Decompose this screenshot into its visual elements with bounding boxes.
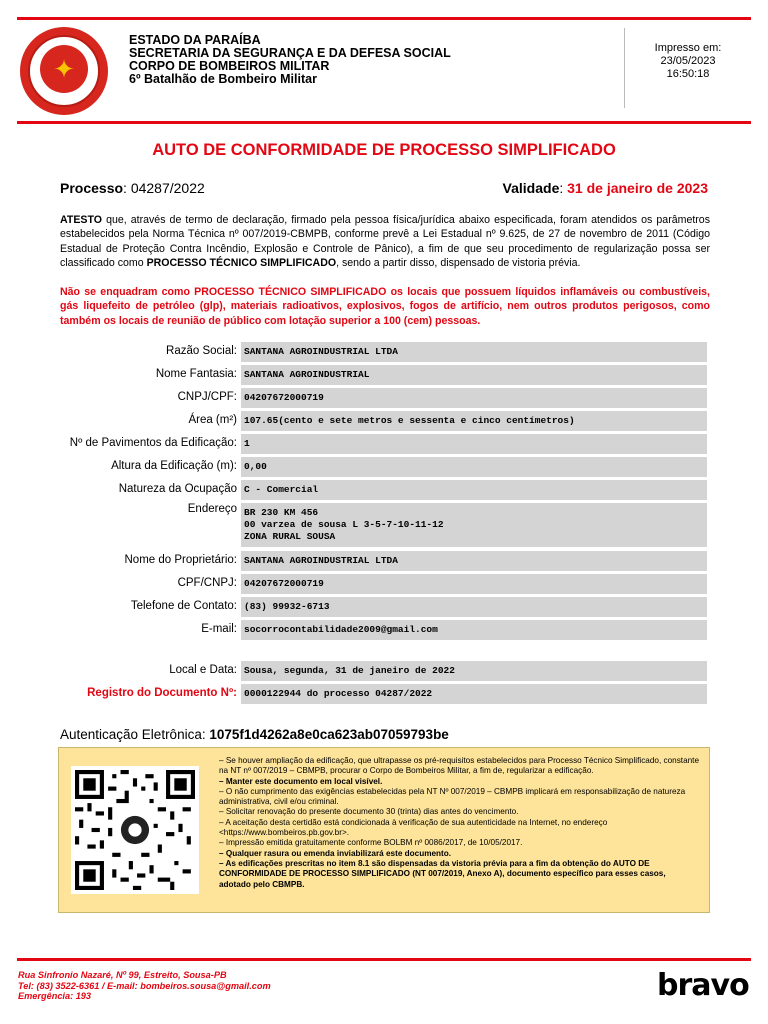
field-cnpj: [40, 388, 708, 408]
field-area: [40, 411, 708, 431]
processo: Processo: 04287/2022: [60, 180, 205, 196]
field-value: Sousa, segunda, 31 de janeiro de 2022: [241, 661, 707, 681]
field-value: 04207672000719: [241, 388, 707, 408]
institution-header: [129, 34, 451, 86]
field-value: socorrocontabilidade2009@gmail.com: [241, 620, 707, 640]
header-state: ESTADO DA PARAÍBA: [129, 33, 261, 47]
attest-paragraph: [60, 213, 710, 271]
note-item: – O não cumprimento das exigências estabelecidas pela NT Nº 007/2019 – CBMPB implicará em responsabilização de natureza administrativa, civil e/ou criminal.: [219, 786, 686, 807]
field-value: C - Comercial: [241, 480, 707, 500]
electronic-authentication: [60, 727, 449, 742]
field-razao-social: [40, 342, 708, 362]
auth-label: Autenticação Eletrônica:: [60, 727, 206, 742]
note-item: – Qualquer rasura ou emenda inviabilizará este documento.: [219, 848, 452, 858]
attest-lead: ATESTO: [60, 214, 102, 226]
notes-box: [58, 747, 710, 913]
field-label: Endereço: [187, 503, 237, 515]
field-cpf-cnpj: [40, 574, 708, 594]
firefighter-seal-icon: ✦: [20, 27, 108, 115]
warning-paragraph: Não se enquadram como PROCESSO TÉCNICO SIMPLIFICADO os locais que possuem líquidos inflamáveis ou combustíveis, gás liquefeito de petróleo (glp), materiais radioativos, explosivos, fogos de artifício, nem outros produtos perigosos, como também os locais de reunião de público com lotação superior a 100 (cem) pessoas.: [60, 286, 710, 327]
print-label: Impresso em:: [654, 42, 722, 54]
footer-phone-email: Tel: (83) 3522-6361 / E-mail: bombeiros.sousa@gmail.com: [18, 980, 271, 991]
field-natureza: [40, 480, 708, 500]
field-value: BR 230 KM 456 00 varzea de sousa L 3-5-7-10-11-12 ZONA RURAL SOUSA: [241, 503, 707, 547]
field-label: Telefone de Contato:: [130, 600, 237, 612]
processo-value: 04287/2022: [130, 180, 205, 196]
auth-code: 1075f1d4262a8e0ca623ab07059793be: [209, 727, 449, 742]
note-item: – Manter este documento em local visível.: [219, 776, 383, 786]
note-item: – Impressão emitida gratuitamente conforme BOLBM nº 0086/2017, de 10/05/2017.: [219, 838, 523, 848]
field-label: E-mail:: [201, 623, 237, 635]
field-email: [40, 620, 708, 640]
field-telefone: [40, 597, 708, 617]
field-label: Nome do Proprietário:: [124, 554, 237, 566]
note-item: – Solicitar renovação do presente documento 30 (trinta) dias antes do vencimento.: [219, 807, 519, 817]
note-item: – As edificações prescritas no item 8.1 são dispensadas da vistoria prévia para a fim da obtenção do AUTO DE CONFORMIDADE DE PROCESSO SIMPLIFICADO (NT 007/2019, Anexo A), documento específico para esses casos, adotado pelo CBMPB.: [219, 858, 666, 889]
header-secretariat: SECRETARIA DA SEGURANÇA E DA DEFESA SOCIAL: [129, 46, 451, 60]
field-label: CPF/CNPJ:: [177, 577, 237, 589]
field-value: 0000122944 do processo 04287/2022: [241, 684, 707, 704]
top-red-rule: [17, 17, 751, 20]
header-corps: CORPO DE BOMBEIROS MILITAR: [129, 59, 330, 73]
note-item: – A aceitação desta certidão está condicionada à verificação de sua autenticidade na Internet, no endereço <https://www.bombeiros.pb.gov.br>.: [219, 817, 608, 838]
field-registro: [40, 684, 708, 704]
field-local-data: [40, 661, 708, 681]
attest-text1: que, através de termo de declaração, firmado pela pessoa física/jurídica abaixo especificada, foram atendidos os parâmetros estabelecidos pela Norma Técnica nº 007/2019-CBMPB, conforme prevê a Lei Estadual nº 9.625, de 27 de novembro de 2011 (Código Estadual de Proteção Contra Incêndio, Explosão e Controle de Pânico), a fim de que seu procedimento de regularização possa ser classificado como: [60, 214, 710, 270]
validade: Validade: 31 de janeiro de 2023: [502, 180, 708, 196]
field-label: Nome Fantasia:: [155, 368, 237, 380]
field-value: 1: [241, 434, 707, 454]
bravo-logo: bravo: [657, 968, 749, 1003]
field-label: Altura da Edificação (m):: [111, 460, 237, 472]
field-value: (83) 99932-6713: [241, 597, 707, 617]
field-value: 107.65(cento e sete metros e sessenta e cinco centímetros): [241, 411, 707, 431]
field-nome-fantasia: [40, 365, 708, 385]
footer-red-rule: [17, 958, 751, 961]
field-altura: [40, 457, 708, 477]
field-proprietario: [40, 551, 708, 571]
validade-value: 31 de janeiro de 2023: [567, 180, 708, 196]
print-info: [624, 28, 751, 108]
print-time: 16:50:18: [666, 68, 710, 80]
note-item: – Se houver ampliação da edificação, que ultrapasse os pré-requisitos estabelecidos para Processo Técnico Simplificado, constante na NT nº 007/2019 – CBMPB, procurar o Corpo de Bombeiros Militar, a fim de, regularizar a edificação.: [219, 756, 699, 776]
field-label: Área (m²): [188, 414, 237, 426]
field-label: CNPJ/CPF:: [177, 391, 237, 403]
attest-text2: , sendo a partir disso, dispensado de vistoria prévia.: [336, 257, 581, 270]
field-label: Local e Data:: [169, 664, 237, 676]
notes-list: [219, 756, 699, 890]
validade-label: Validade: [502, 180, 560, 196]
header-red-rule: [17, 121, 751, 124]
field-value: 04207672000719: [241, 574, 707, 594]
field-value: SANTANA AGROINDUSTRIAL LTDA: [241, 342, 707, 362]
field-value: 0,00: [241, 457, 707, 477]
footer-address: Rua Sinfronio Nazaré, Nº 99, Estreito, Sousa-PB: [18, 970, 227, 980]
footer-contact: [18, 970, 271, 1002]
document-title: AUTO DE CONFORMIDADE DE PROCESSO SIMPLIFICADO: [152, 141, 616, 159]
field-label: Natureza da Ocupação: [118, 483, 237, 495]
qr-code-icon: [71, 766, 199, 894]
field-value: SANTANA AGROINDUSTRIAL: [241, 365, 707, 385]
header-battalion: 6º Batalhão de Bombeiro Militar: [129, 72, 317, 86]
attest-strong: PROCESSO TÉCNICO SIMPLIFICADO: [146, 257, 337, 270]
processo-label: Processo: [60, 180, 124, 196]
field-endereco: [40, 503, 708, 547]
field-label: Razão Social:: [166, 345, 237, 357]
field-value: SANTANA AGROINDUSTRIAL LTDA: [241, 551, 707, 571]
field-pavimentos: [40, 434, 708, 454]
footer-emergency: Emergência: 193: [18, 991, 92, 1001]
field-label: Registro do Documento Nº:: [87, 687, 237, 699]
field-label: Nº de Pavimentos da Edificação:: [69, 437, 237, 449]
print-date: 23/05/2023: [660, 55, 716, 67]
